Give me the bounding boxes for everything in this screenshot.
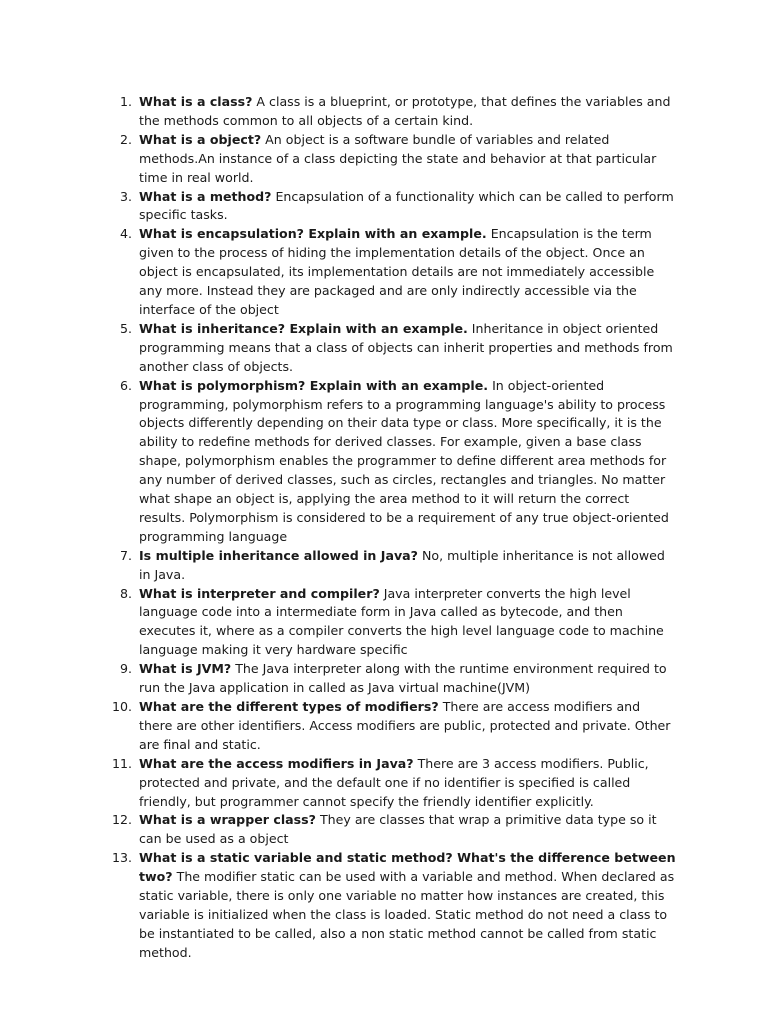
qa-item-10 xyxy=(104,698,676,755)
answer: The modifier static can be used with a variable and method. When declared as static variable, there is only one variable no matter how instances are created, this variable is initialized when the class is loaded. Static method do not need a class to be instantiated to be called, also a non static method cannot be called from static method. xyxy=(139,869,675,960)
answer: There are access modifiers and there are other identifiers. Access modifiers are public, protected and private. Other are final and static. xyxy=(139,699,671,752)
item-number: 2. xyxy=(119,131,132,147)
item-number: 8. xyxy=(119,585,132,601)
item-text xyxy=(139,93,676,131)
qa-list xyxy=(104,93,676,963)
question: What are the access modifiers in Java? xyxy=(139,755,414,771)
question: What is a static variable and static method? What's the difference between two? xyxy=(139,850,676,885)
item-number: 4. xyxy=(119,226,132,242)
question: What is a method? xyxy=(139,188,272,204)
item-number: 7. xyxy=(119,547,132,563)
item-text xyxy=(139,811,676,849)
qa-item-11 xyxy=(104,755,676,812)
question: What is inheritance? Explain with an example. xyxy=(139,320,468,336)
answer: They are classes that wrap a primitive data type so it can be used as a object xyxy=(139,812,657,847)
question: What is JVM? xyxy=(139,661,232,677)
question: Is multiple inheritance allowed in Java? xyxy=(139,547,418,563)
item-text xyxy=(139,188,676,226)
item-number: 10. xyxy=(111,699,132,714)
item-number: 9. xyxy=(119,661,132,677)
qa-item-7 xyxy=(104,547,676,585)
item-number: 5. xyxy=(119,320,132,336)
item-text xyxy=(139,320,676,377)
qa-item-5 xyxy=(104,320,676,377)
question: What is polymorphism? Explain with an example. xyxy=(139,377,489,393)
item-text xyxy=(139,660,676,698)
item-text xyxy=(139,755,676,812)
item-number: 3. xyxy=(119,188,132,204)
answer: An object is a software bundle of variables and related methods.An instance of a class depicting the state and behavior at that particular time in real world. xyxy=(139,131,657,185)
question: What is a class? xyxy=(139,94,253,109)
answer: There are 3 access modifiers. Public, protected and private, and the default one if no identifier is specified is called friendly, but programmer cannot specify the friendly identifier explicitly. xyxy=(139,755,649,809)
answer: A class is a blueprint, or prototype, that defines the variables and the methods common to all objects of a certain kind. xyxy=(139,94,671,128)
item-text xyxy=(139,585,676,661)
answer: In object-oriented programming, polymorphism refers to a programming language's ability to process objects differently depending on their data type or class. More specifically, it is the ability to redefine methods for derived classes. For example, given a base class shape, polymorphism enables the programmer to define different area methods for any number of derived classes, such as circles, rectangles and triangles. No matter what shape an object is, applying the area method to it will return the correct results. Polymorphism is considered to be a requirement of any true object-oriented programming language xyxy=(139,377,669,544)
answer: Encapsulation of a functionality which can be called to perform specific tasks. xyxy=(139,188,674,223)
qa-item-3 xyxy=(104,188,676,226)
answer: No, multiple inheritance is not allowed in Java. xyxy=(139,547,665,582)
question: What is a object? xyxy=(139,131,262,147)
item-text xyxy=(139,377,676,547)
item-number: 11. xyxy=(111,755,132,771)
answer: Inheritance in object oriented programming means that a class of objects can inherit properties and methods from another class of objects. xyxy=(139,320,673,374)
qa-item-2 xyxy=(104,131,676,188)
qa-item-13 xyxy=(104,849,676,962)
qa-item-4 xyxy=(104,225,676,320)
answer: The Java interpreter along with the runtime environment required to run the Java application in called as Java virtual machine(JVM) xyxy=(139,661,667,696)
answer: Encapsulation is the term given to the process of hiding the implementation details of the object. Once an object is encapsulated, its implementation details are not immediately accessible any more. Instead they are packaged and are only indirectly accessible via the interface of the object xyxy=(139,226,655,317)
question: What is interpreter and compiler? xyxy=(139,585,380,601)
qa-item-6 xyxy=(104,377,676,547)
item-text xyxy=(139,849,676,962)
question: What are the different types of modifiers? xyxy=(139,699,439,714)
question: What is encapsulation? Explain with an example. xyxy=(139,226,487,242)
item-number: 13. xyxy=(111,850,132,866)
item-number: 12. xyxy=(111,812,132,828)
item-text xyxy=(139,698,676,755)
qa-item-9 xyxy=(104,660,676,698)
item-text xyxy=(139,225,676,320)
item-text xyxy=(139,131,676,188)
item-number: 6. xyxy=(119,377,132,393)
qa-item-12 xyxy=(104,811,676,849)
item-text xyxy=(139,547,676,585)
qa-item-8 xyxy=(104,585,676,661)
answer: Java interpreter converts the high level language code into a intermediate form in Java called as bytecode, and then executes it, where as a compiler converts the high level language code to machine language making it very hardware specific xyxy=(139,585,664,658)
qa-item-1 xyxy=(104,93,676,131)
question: What is a wrapper class? xyxy=(139,812,316,828)
item-number: 1. xyxy=(119,94,132,109)
